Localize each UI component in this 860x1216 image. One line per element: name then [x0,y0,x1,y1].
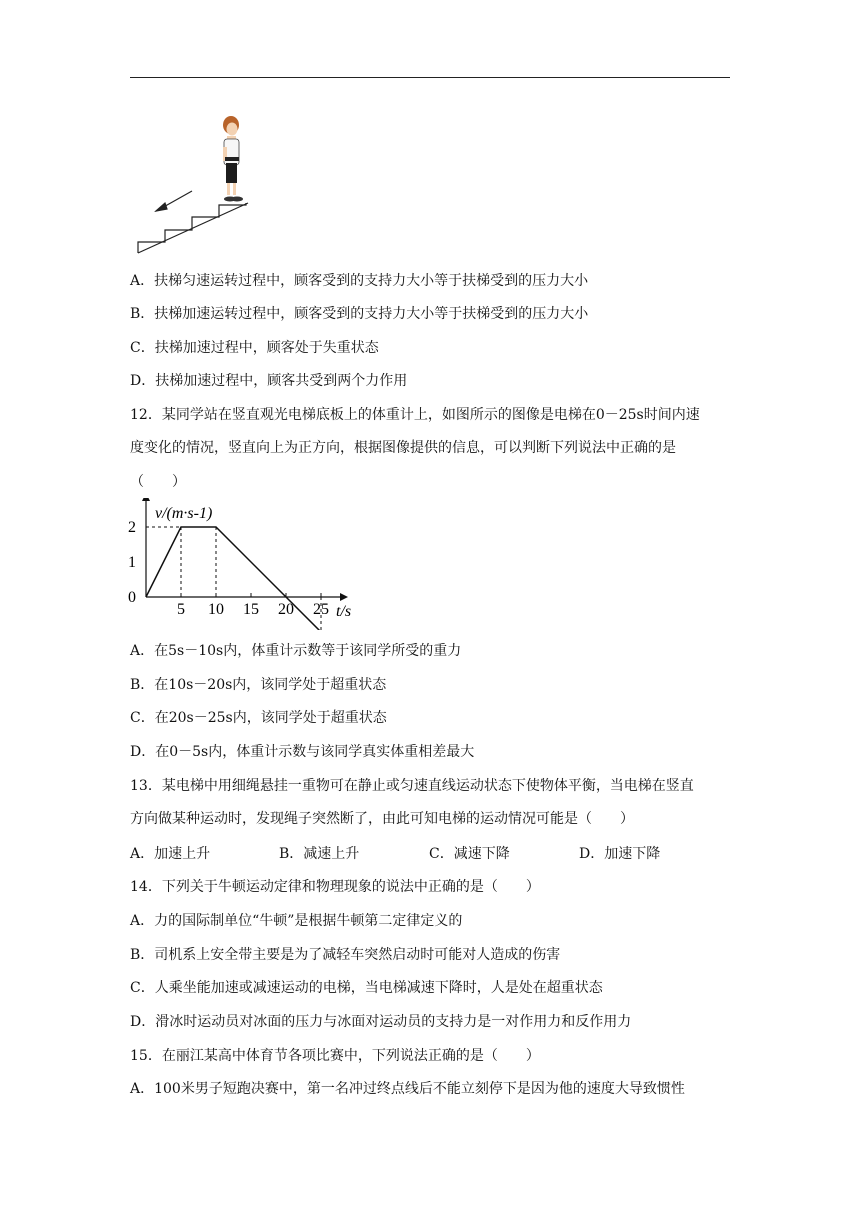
q11-option-c: C．扶梯加速过程中，顾客处于失重状态 [130,340,379,356]
q12-option-d: D．在0－5s内，体重计示数与该同学真实体重相差最大 [130,744,475,760]
q12-option-a: A．在5s－10s内，体重计示数等于该同学所受的重力 [130,643,462,659]
q13-option-b: B．减速上升 [279,846,360,862]
escalator-stairs [138,203,248,253]
x-tick-label-15: 15 [243,601,259,618]
q11-option-d: D．扶梯加速过程中，顾客共受到两个力作用 [130,373,408,389]
q13-stem-line-2: 方向做某种运动时，发现绳子突然断了，由此可知电梯的运动情况可能是（ ） [130,811,634,827]
q12-option-c: C．在20s－25s内，该同学处于超重状态 [130,710,387,726]
q12-stem-line-1: 12．某同学站在竖直观光电梯底板上的体重计上，如图所示的图像是电梯在0－25s时间内速 [130,407,700,423]
x-tick-label-5: 5 [177,601,185,618]
q12-stem-line-3: （ ） [130,474,186,490]
q15-stem: 15．在丽江某高中体育节各项比赛中，下列说法正确的是（ ） [130,1048,540,1064]
q13-stem-line-1: 13．某电梯中用细绳悬挂一重物可在静止或匀速直线运动状态下使物体平衡，当电梯在竖直 [130,778,694,794]
x-tick-label-20: 20 [278,601,294,618]
header-rule [130,77,730,78]
y-axis-label: v/(m·s-1) [155,505,213,522]
escalator-figure [130,105,260,260]
x-tick-label-10: 10 [208,601,224,618]
q14-option-b: B．司机系上安全带主要是为了减轻车突然启动时可能对人造成的伤害 [130,947,561,963]
q14-option-a: A．力的国际制单位“牛顿”是根据牛顿第二定律定义的 [130,913,463,929]
q12-stem-line-2: 度变化的情况，竖直向上为正方向，根据图像提供的信息，可以判断下列说法中正确的是 [130,440,676,456]
q14-option-d: D．滑冰时运动员对冰面的压力与冰面对运动员的支持力是一对作用力和反作用力 [130,1014,632,1030]
y-tick-label-2: 2 [128,519,136,536]
y-tick-label-0: 0 [128,589,136,606]
y-tick-label-1: 1 [128,554,136,571]
q11-option-b: B．扶梯加速运转过程中，顾客受到的支持力大小等于扶梯受到的压力大小 [130,306,589,322]
y-axis-arrow [142,498,150,501]
q13-option-c: C．减速下降 [429,846,510,862]
x-axis-arrow [340,593,348,601]
q14-option-c: C．人乘坐能加速或减速运动的电梯，当电梯减速下降时，人是处在超重状态 [130,980,603,996]
x-tick-label-25: 25 [313,601,329,618]
customer-figure [223,116,243,202]
q15-option-a: A．100米男子短跑决赛中，第一名冲过终点线后不能立刻停下是因为他的速度大导致惯性 [130,1081,685,1097]
q14-stem: 14．下列关于牛顿运动定律和物理现象的说法中正确的是（ ） [130,879,540,895]
velocity-series-line [146,527,321,630]
velocity-time-chart [124,498,364,630]
q12-option-b: B．在10s－20s内，该同学处于超重状态 [130,677,387,693]
q11-option-a: A．扶梯匀速运转过程中，顾客受到的支持力大小等于扶梯受到的压力大小 [130,273,589,289]
arrow-icon [156,191,192,211]
x-axis-label: t/s [336,603,352,620]
q13-option-d: D．加速下降 [579,846,661,862]
q13-option-a: A．加速上升 [130,846,211,862]
